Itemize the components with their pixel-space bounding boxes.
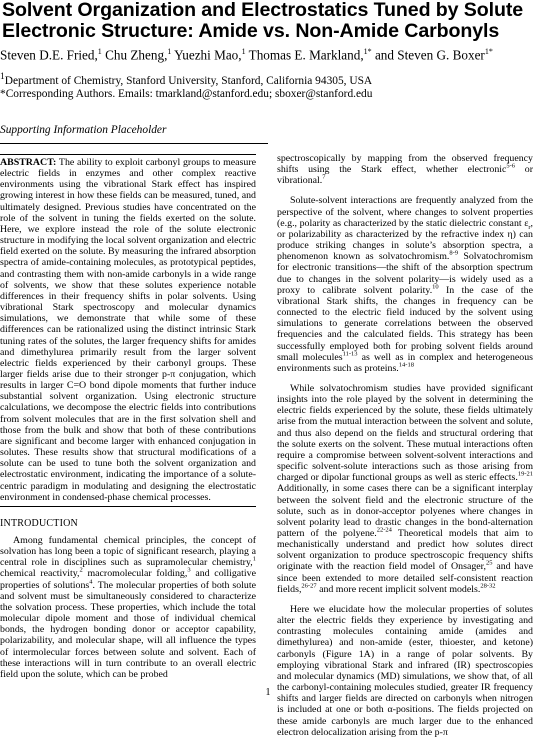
left-column (0, 154, 256, 680)
author-name: and Steven G. Boxer (371, 47, 485, 63)
author-name: Yuezhi Mao, (171, 47, 242, 63)
citation-marker: 11-13 (342, 350, 358, 358)
text-run: and more recent implicit solvent models. (316, 583, 481, 595)
citation-marker: 28-32 (480, 582, 496, 590)
text-run: and have since been extended to more detailed self-consistent reaction fields, (277, 561, 534, 595)
author-name: Chu Zheng, (101, 47, 168, 63)
subscript: r (528, 223, 531, 231)
affiliation-text: Department of Chemistry, Stanford University, Stanford, California 94305, USA (4, 74, 373, 87)
author-affiliation-marker: 1* (484, 47, 493, 56)
abstract-paragraph (0, 157, 256, 503)
author-name: Steven D.E. Fried, (0, 47, 98, 63)
text-run: Additionally, in some cases there can be a significant interplay between the solvent field and the electronic structure of the solute, such as in donor-acceptor polyenes where changes in solvent polarity lead to drastic changes in the bond-alternation pattern of the polyene. (277, 483, 533, 539)
text-run: or vibrational. (277, 164, 533, 187)
text-run: Here we elucidate how the molecular properties of solutes alter the electric fields they experience by investigating and contrasting molecules containing amide (amides and dimethylurea) and non-amide (ester, thioester, and ketone) carbonyls (Figure 1A) in a range of polar solvents. By employing vibrational Stark and infrared (IR) spectroscopies and molecular dynamics (MD) simulations, we show that, of all the carbonyl-containing molecules studied, greater IR frequency shifts and larger fields are directed on carbonyls when nitrogen is included at one or both α-positions. The fields projected on these amide carbonyls are much larger due to the enhanced electron delocalization arising from the p-π (277, 603, 533, 738)
abstract-label: ABSTRACT: (0, 157, 57, 168)
citation-marker: 3 (187, 567, 191, 575)
author-affiliation-marker: 1 (97, 47, 102, 56)
affiliation (0, 70, 536, 89)
text-run: macromolecular folding, (82, 568, 188, 580)
affiliation-marker: 1 (0, 72, 5, 82)
text-run: Solvatochromism for electronic transitions—the shift of the absorption spectrum due to changes in the solvent polarity—is widely used as a proxy to calibrate solvent polarity. (277, 251, 534, 296)
text-run: chemical reactivity, (0, 568, 80, 580)
text-run: as well as in complex and heterogeneous environments such as proteins. (277, 351, 533, 374)
text-run: Solute-solvent interactions are frequently analyzed from the perspective of the solvent, where changes to solvent properties (e.g., polarity as characterized by the static dielectric constant ε (277, 195, 533, 229)
citation-marker: 4 (89, 578, 93, 586)
abstract-text: The ability to exploit carbonyl groups to measure electric fields in enzymes and other complex reactive environments using the vibrational Stark effect has inspired growing interest in how these fields can be measured, tuned, and ultimately designed. Previous studies have concentrated on the role of the solvent in tuning the fields exerted on the solute. Here, we explore instead the role of the solute electronic structure in modifying the local solvent organization and electric field exerted on the solute. By measuring the infrared absorption spectra of amide-containing molecules, as prototypical peptides, and contrasting them with non-amide carbonyls in a wide range of solvents, we show that these solutes experience notable differences in their frequency shifts in polar solvents. Using vibrational Stark spectroscopy and molecular dynamics simulations, we demonstrate that while some of these differences can be rationalized using the distinct intrinsic Stark tuning rates of the solutes, the larger frequency shifts for amides and dimethylurea primarily result from the larger solvent electric fields experienced by their carbonyl groups. These larger fields arise due to their stronger p-π conjugation, which results in larger C=O bond dipole moments that further induce substantial solvent organization. Using electronic structure calculations, we decompose the electric fields into contributions from solvent molecules that are in the first solvation shell and those from the bulk and show that both of these contributions are significant and become larger with enhanced conjugation in solutes. These results show that structural modifications of a solute can be used to tune both the solvent organization and electrostatic environment, indicating the importance of a solute-centric paradigm in modulating and designing the electrostatic environment in condensed-phase chemical processes. (0, 157, 256, 503)
right-column (277, 153, 533, 738)
paper-title: Solvent Organization and Electrostatics Tuned by Solute Electronic Structure: Amide vs. Non-Amide Carbonyls (2, 0, 524, 42)
supporting-info-placeholder: Supporting Information Placeholder (0, 124, 167, 136)
author-affiliation-marker: 1* (363, 47, 372, 56)
author-name: Thomas E. Markland, (245, 47, 364, 63)
text-run: In the case of the vibrational Stark shifts, the changes in frequency can be connected to the electric field induced by the solvent using simulations to generate correlations between the observed frequencies and the calculated fields. This strategy has been successfully employed both for probing solvent fields around small molecules (277, 284, 533, 363)
citation-marker: 10 (432, 283, 439, 291)
section-heading-introduction: INTRODUCTION (0, 517, 78, 529)
author-list (0, 44, 536, 63)
abstract-box (0, 154, 256, 507)
body-paragraph-2 (277, 195, 533, 374)
header-rule (0, 143, 268, 144)
citation-marker: 5-6 (506, 162, 516, 170)
citation-marker: 26-27 (301, 582, 317, 590)
text-run: , or polarizability as characterized by the refractive index η) can produce striking changes in solute’s absorption spectra, a phenomenon known as solvatochromism. (277, 217, 533, 263)
text-run: and colligative properties of solutions (0, 568, 256, 591)
corresponding-authors: *Corresponding Authors. Emails: tmarkland@stanford.edu; sboxer@stanford.edu (0, 88, 373, 100)
citation-marker: 25 (486, 560, 493, 568)
citation-marker: 22-24 (376, 526, 392, 534)
citation-marker: 19-21 (517, 470, 533, 478)
citation-marker: 8-9 (449, 249, 459, 257)
body-paragraph-4 (277, 604, 533, 738)
citation-marker: 7 (322, 174, 326, 182)
author-affiliation-marker: 1 (167, 47, 172, 56)
text-run: Theoretical models that aim to mechanistically understand and predict how solutes direct solvent organization to produce spectroscopic frequency shifts originate with the reaction field model of Onsager, (277, 528, 533, 573)
citation-marker: 14-18 (398, 361, 414, 369)
body-paragraph-1 (277, 153, 533, 186)
body-paragraph-3 (277, 383, 533, 595)
citation-marker: 1 (252, 556, 256, 564)
text-run: Among fundamental chemical principles, the concept of solvation has long been a topic of significant research, playing a central role in disciplines such as supramolecular chemistry, (0, 535, 256, 569)
citation-marker: 2 (79, 567, 83, 575)
intro-paragraph (0, 535, 256, 680)
text-run: spectroscopically by mapping from the observed frequency shifts using the Stark effect, whether electronic (277, 153, 533, 176)
text-run: . The molecular properties of both solute and solvent must be simultaneously considered to characterize the solvation process. These properties, which include the total molecular dipole moment and those of individual chemical bonds, the hydrogen bonding donor or acceptor capability, polarizability, and molecular shape, will all influence the types of intermolecular forces between solute and solvent. Each of these interactions will in turn contribute to an overall electric field upon the solute, which can be probed (0, 579, 256, 680)
page-number: 1 (265, 687, 271, 698)
author-affiliation-marker: 1 (241, 47, 246, 56)
text-run: While solvatochromism studies have provided significant insights into the role played by the solvent in determining the electric fields experienced by the solute, these fields ultimately arise from the mutual interaction between the solvent and solute, and thus also depend on the fields and structural ordering that the solute exerts on the solvent. These mutual interactions often require a compromise between solvent-solvent interactions and specific solvent-solute interactions such as those arising from charged or dipolar functional groups as well as steric effects. (277, 382, 533, 484)
